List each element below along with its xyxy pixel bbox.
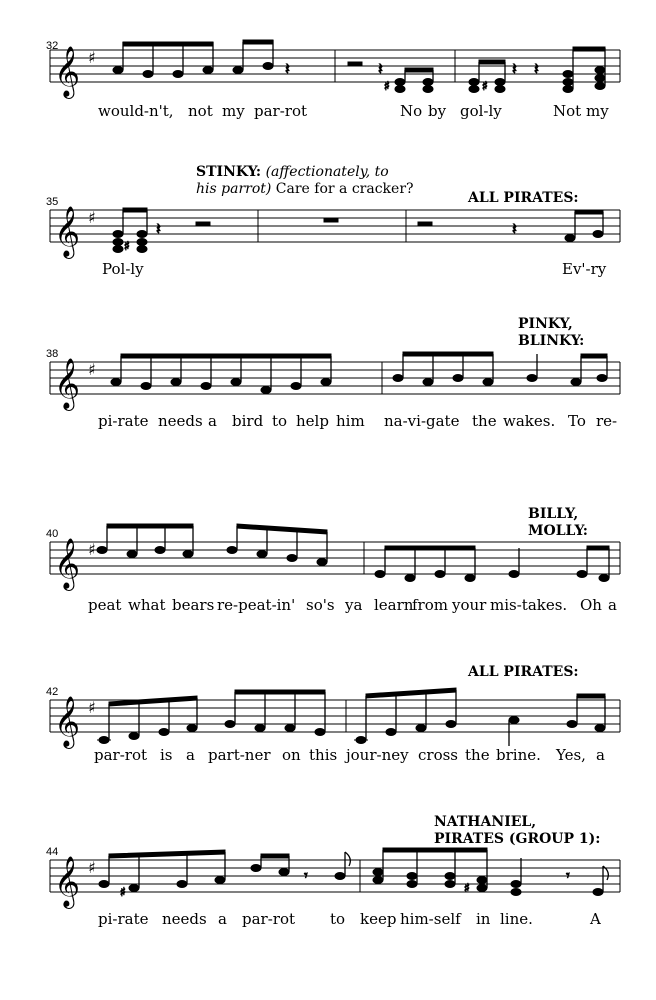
treble-clef-icon: 𝄞: [54, 538, 81, 589]
sharp-icon: ♯: [88, 698, 96, 717]
lyric: par-rot: [242, 910, 296, 928]
staff: [0, 660, 656, 810]
treble-clef-icon: 𝄞: [54, 206, 81, 257]
lyric: on: [282, 746, 301, 764]
sharp-icon: ♯: [88, 540, 96, 559]
svg-text:𝄽: 𝄽: [285, 59, 290, 78]
staff: [0, 490, 656, 650]
lyric: To: [568, 412, 586, 430]
treble-clef-icon: 𝄞: [54, 856, 81, 907]
lyric: this: [309, 746, 338, 764]
svg-text:𝄽: 𝄽: [534, 59, 539, 78]
measure-number: 40: [46, 528, 59, 540]
lyric: learn: [374, 596, 414, 614]
sharp-icon: ♯: [88, 208, 96, 227]
lyric: so's: [306, 596, 335, 614]
lyric: a: [208, 412, 217, 430]
lyric: him-self: [400, 910, 461, 928]
lyric: Not: [553, 102, 582, 120]
lyric: in: [476, 910, 491, 928]
measure-number: 44: [46, 846, 59, 858]
lyric: him: [336, 412, 365, 430]
staff: [0, 0, 656, 150]
lyric: par-rot: [94, 746, 148, 764]
lyric: not: [188, 102, 213, 120]
lyric: par-rot: [254, 102, 308, 120]
speaker-name: STINKY:: [196, 164, 262, 180]
lyric: re-peat-in': [217, 596, 296, 614]
treble-clef-icon: 𝄞: [54, 46, 81, 97]
svg-text:𝄾: 𝄾: [566, 868, 570, 884]
lyric: my: [586, 102, 609, 120]
measure-number: 38: [46, 348, 59, 360]
lyric: part-ner: [208, 746, 271, 764]
singer-cue: ALL PIRATES:: [468, 190, 579, 206]
lyric: pi-rate: [98, 412, 149, 430]
lyric: keep: [360, 910, 397, 928]
svg-text:𝄾: 𝄾: [304, 868, 308, 884]
lyric: peat: [88, 596, 122, 614]
lyric: Ev'-ry: [562, 260, 607, 278]
lyric: Pol-ly: [102, 260, 144, 278]
lyric: help: [296, 412, 329, 430]
lyric: a: [218, 910, 227, 928]
direction-italic-2: his parrot): [196, 181, 272, 197]
spoken-line: Care for a cracker?: [275, 181, 414, 197]
lyric: my: [222, 102, 245, 120]
system-m32: [0, 0, 656, 150]
svg-text:♯: ♯: [482, 79, 488, 93]
system-m44: [0, 810, 656, 1000]
lyric: from: [412, 596, 448, 614]
svg-text:𝄽: 𝄽: [512, 59, 517, 78]
treble-clef-icon: 𝄞: [54, 696, 81, 747]
sharp-icon: ♯: [88, 48, 96, 67]
lyric: the: [465, 746, 490, 764]
sharp-icon: ♯: [88, 360, 96, 379]
lyric: your: [452, 596, 487, 614]
lyric: A: [590, 910, 601, 928]
lyric: wakes.: [503, 412, 556, 430]
singer-cue: ALL PIRATES:: [468, 664, 579, 680]
lyric: re-: [596, 412, 618, 430]
svg-text:♯: ♯: [124, 239, 130, 253]
singer-cue: PIRATES (GROUP 1):: [434, 831, 601, 847]
measure-number: 35: [46, 196, 59, 208]
lyric: a: [596, 746, 605, 764]
lyric: the: [472, 412, 497, 430]
system-m40: [0, 490, 656, 650]
lyric: mis-takes.: [490, 596, 568, 614]
lyric: needs: [162, 910, 207, 928]
singer-cue: MOLLY:: [528, 523, 588, 539]
svg-text:♯: ♯: [120, 885, 126, 899]
lyric: would-n't,: [98, 102, 174, 120]
lyric: is: [160, 746, 173, 764]
svg-text:𝄽: 𝄽: [512, 219, 517, 238]
measure-number: 42: [46, 686, 59, 698]
lyric: cross: [418, 746, 458, 764]
lyric: jour-ney: [346, 746, 409, 764]
svg-text:𝄽: 𝄽: [378, 59, 383, 78]
system-m38: [0, 310, 656, 480]
lyric: line.: [500, 910, 533, 928]
measure-number: 32: [46, 40, 59, 52]
staff: [0, 150, 656, 310]
lyric: ya: [345, 596, 363, 614]
lyric: needs: [158, 412, 203, 430]
svg-text:𝄽: 𝄽: [156, 219, 161, 238]
singer-cue: BILLY,: [528, 506, 579, 522]
lyric: bears: [172, 596, 215, 614]
sharp-icon: ♯: [88, 858, 96, 877]
lyric: a: [608, 596, 617, 614]
direction-italic: (affectionately, to: [265, 164, 389, 180]
svg-text:♯: ♯: [384, 79, 390, 93]
lyric: to: [330, 910, 346, 928]
system-m35: [0, 150, 656, 310]
lyric: pi-rate: [98, 910, 149, 928]
lyric: Yes,: [556, 746, 586, 764]
svg-text:♯: ♯: [464, 881, 470, 895]
lyric: what: [128, 596, 166, 614]
lyric: a: [186, 746, 195, 764]
lyric: No: [400, 102, 423, 120]
singer-cue: NATHANIEL,: [434, 814, 537, 830]
staff: [0, 310, 656, 480]
system-m42: [0, 660, 656, 810]
lyric: gol-ly: [460, 102, 502, 120]
lyric: by: [428, 102, 447, 120]
lyric: to: [272, 412, 288, 430]
singer-cue: BLINKY:: [518, 333, 585, 349]
lyric: Oh: [580, 596, 602, 614]
singer-cue: PINKY,: [518, 316, 573, 332]
lyric: brine.: [496, 746, 541, 764]
staff: [0, 810, 656, 1000]
lyric: na-vi-gate: [384, 412, 460, 430]
lyric: bird: [232, 412, 264, 430]
treble-clef-icon: 𝄞: [54, 358, 81, 409]
